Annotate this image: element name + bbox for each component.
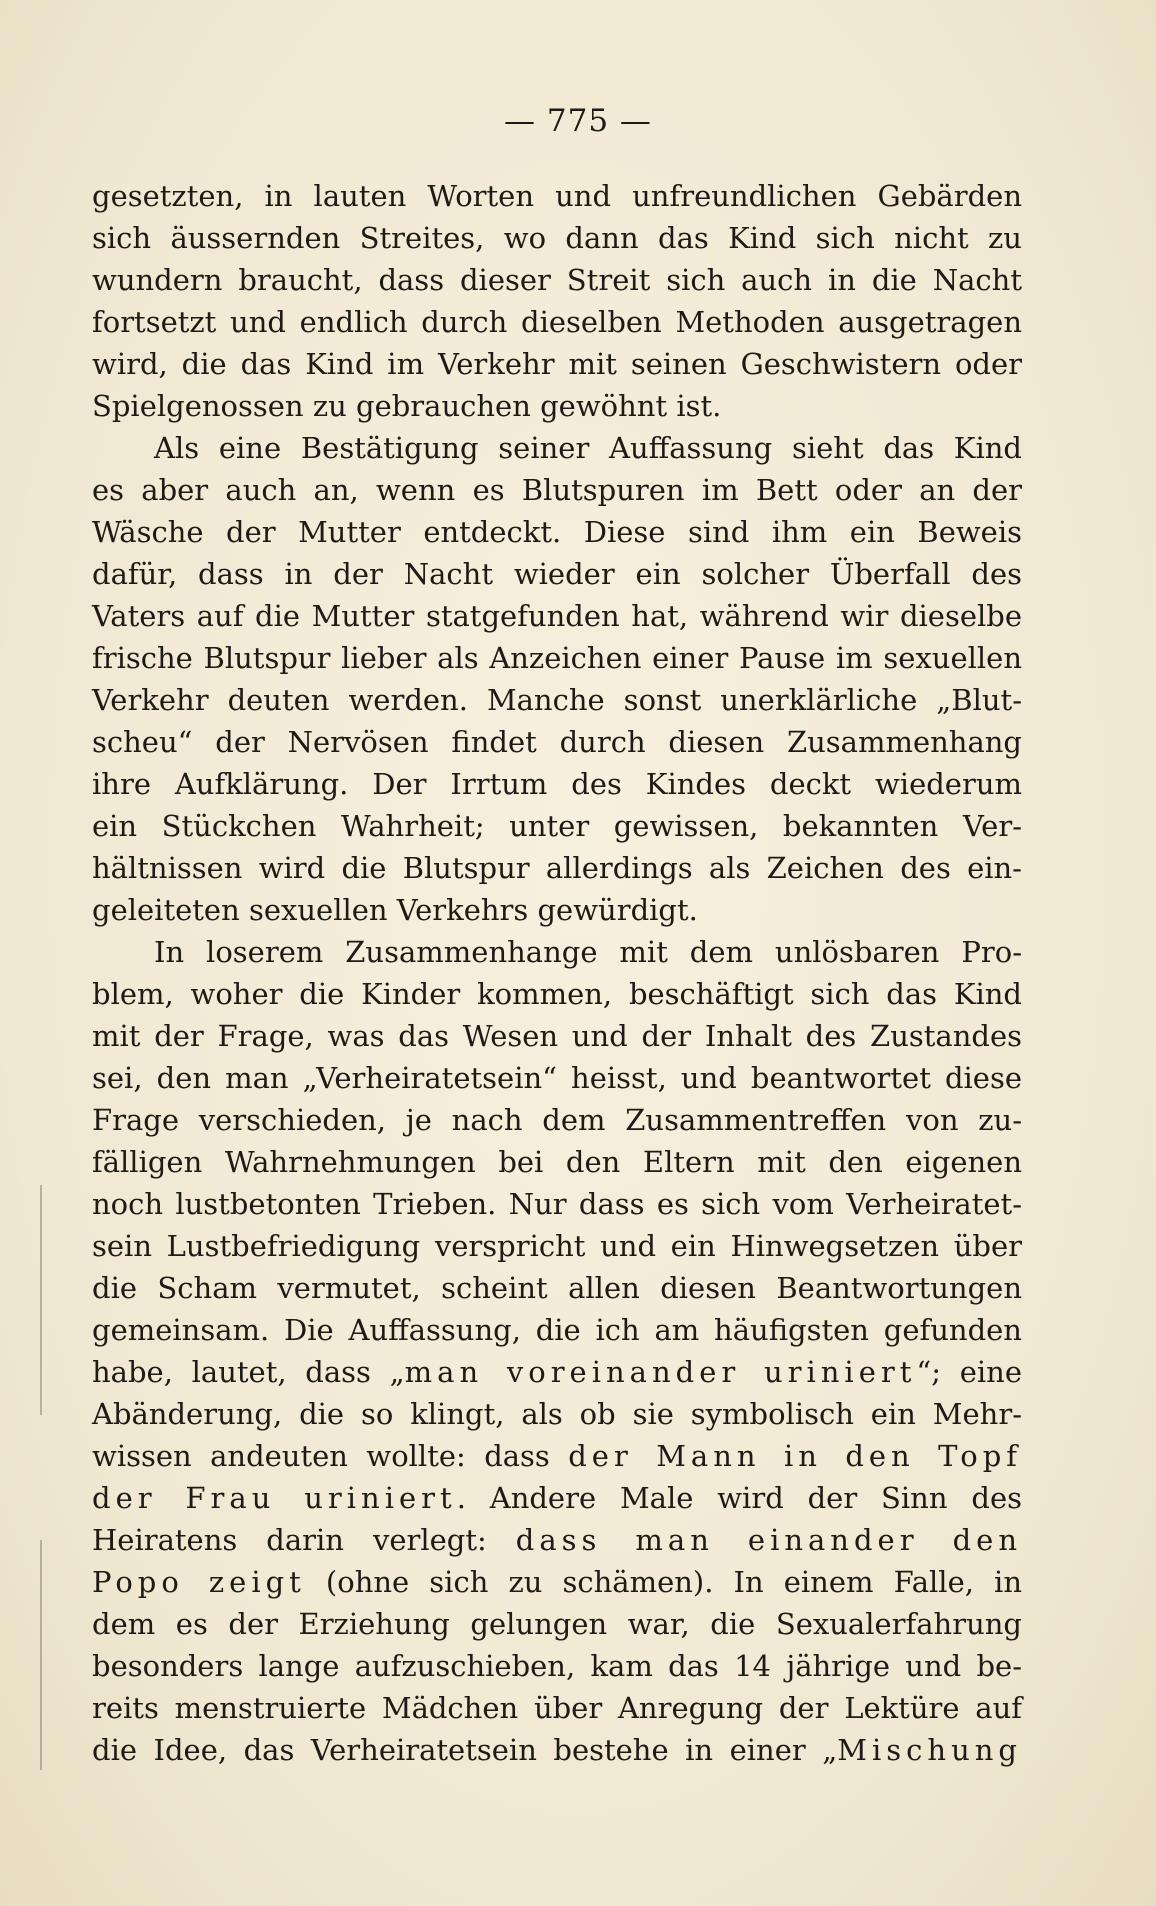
text-line: besonders lange aufzuschieben, kam das 14 jährige und be- (92, 1649, 1022, 1683)
text-line: dafür, dass in der Nacht wieder ein solcher Überfall des (92, 557, 1022, 591)
text-line: blem, woher die Kinder kommen, beschäftigt sich das Kind (92, 977, 1022, 1011)
text-line (92, 1351, 1022, 1393)
text-line (92, 1561, 1022, 1603)
text-line: wundern braucht, dass dieser Streit sich auch in die Nacht (92, 263, 1022, 297)
text-line (92, 1729, 1022, 1771)
text-line: Spielgenossen zu gebrauchen gewöhnt ist. (92, 389, 722, 423)
text-segment: die Idee, das Verheiratetsein bestehe in einer „ (92, 1733, 838, 1767)
spaced-emphasis: Mischung (837, 1733, 1022, 1767)
page-number: — 775 — (504, 103, 652, 139)
text-line: sich äussernden Streites, wo dann das Kind sich nicht zu (92, 221, 1022, 255)
text-line: Frage verschieden, je nach dem Zusammentreffen von zu- (92, 1103, 1022, 1137)
text-segment: (ohne sich zu schämen). In einem Falle, in (305, 1565, 1022, 1599)
text-line: noch lustbetonten Trieben. Nur dass es sich vom Verheiratet- (92, 1187, 1022, 1221)
text-line: die Scham vermutet, scheint allen diesen Beantwortungen (92, 1271, 1022, 1305)
body-text (92, 175, 1022, 1771)
spaced-emphasis: der Mann in den Topf (568, 1439, 1022, 1473)
text-line (92, 1477, 1022, 1519)
text-line: wird, die das Kind im Verkehr mit seinen Geschwistern oder (92, 347, 1022, 381)
text-line: ihre Aufklärung. Der Irrtum des Kindes deckt wiederum (92, 767, 1022, 801)
text-line: gemeinsam. Die Auffassung, die ich am häufigsten gefunden (92, 1313, 1022, 1347)
text-line: es aber auch an, wenn es Blutspuren im Bett oder an der (92, 473, 1022, 507)
text-segment: . Andere Male wird der Sinn des (456, 1481, 1022, 1515)
text-line: Als eine Bestätigung seiner Auffassung sieht das Kind (154, 431, 1022, 465)
margin-pencil-mark (40, 1185, 42, 1415)
text-line: hältnissen wird die Blutspur allerdings als Zeichen des ein- (92, 851, 1022, 885)
text-line: fälligen Wahrnehmungen bei den Eltern mit den eigenen (92, 1145, 1022, 1179)
text-line: reits menstruierte Mädchen über Anregung der Lektüre auf (92, 1691, 1022, 1725)
spaced-emphasis: der Frau uriniert (92, 1481, 457, 1515)
text-segment: Heiratens darin verlegt: (92, 1523, 516, 1557)
text-line: sei, den man „Verheiratetsein“ heisst, und beantwortet diese (92, 1061, 1022, 1095)
spaced-emphasis: Popo zeigt (92, 1565, 306, 1599)
text-segment: “; eine (916, 1355, 1022, 1389)
text-line: Verkehr deuten werden. Manche sonst unerklärliche „Blut- (92, 683, 1022, 717)
text-line: gesetzten, in lauten Worten und unfreundlichen Gebärden (92, 179, 1022, 213)
text-line: mit der Frage, was das Wesen und der Inhalt des Zustandes (92, 1019, 1022, 1053)
text-line: fortsetzt und endlich durch dieselben Methoden ausgetragen (92, 305, 1022, 339)
text-line: dem es der Erziehung gelungen war, die Sexualerfahrung (92, 1607, 1022, 1641)
margin-pencil-mark (40, 1540, 42, 1770)
text-line: frische Blutspur lieber als Anzeichen einer Pause im sexuellen (92, 641, 1022, 675)
spaced-emphasis: man voreinander uriniert (404, 1355, 917, 1389)
text-line: Vaters auf die Mutter statgefunden hat, während wir dieselbe (92, 599, 1022, 633)
text-line (92, 1519, 1022, 1561)
text-line: In loserem Zusammenhange mit dem unlösbaren Pro- (154, 935, 1022, 969)
text-line: Wäsche der Mutter entdeckt. Diese sind ihm ein Beweis (92, 515, 1022, 549)
text-line: ein Stückchen Wahrheit; unter gewissen, bekannten Ver- (92, 809, 1022, 843)
text-line: scheu“ der Nervösen findet durch diesen Zusammenhang (92, 725, 1022, 759)
text-line: sein Lustbefriedigung verspricht und ein Hinwegsetzen über (92, 1229, 1022, 1263)
text-line: geleiteten sexuellen Verkehrs gewürdigt. (92, 893, 698, 927)
text-line (92, 1435, 1022, 1477)
spaced-emphasis: dass man einander den (515, 1523, 1022, 1557)
text-segment: wissen andeuten wollte: dass (92, 1439, 569, 1473)
text-line: Abänderung, die so klingt, als ob sie symbolisch ein Mehr- (92, 1397, 1022, 1431)
text-segment: habe, lautet, dass „ (92, 1355, 405, 1389)
